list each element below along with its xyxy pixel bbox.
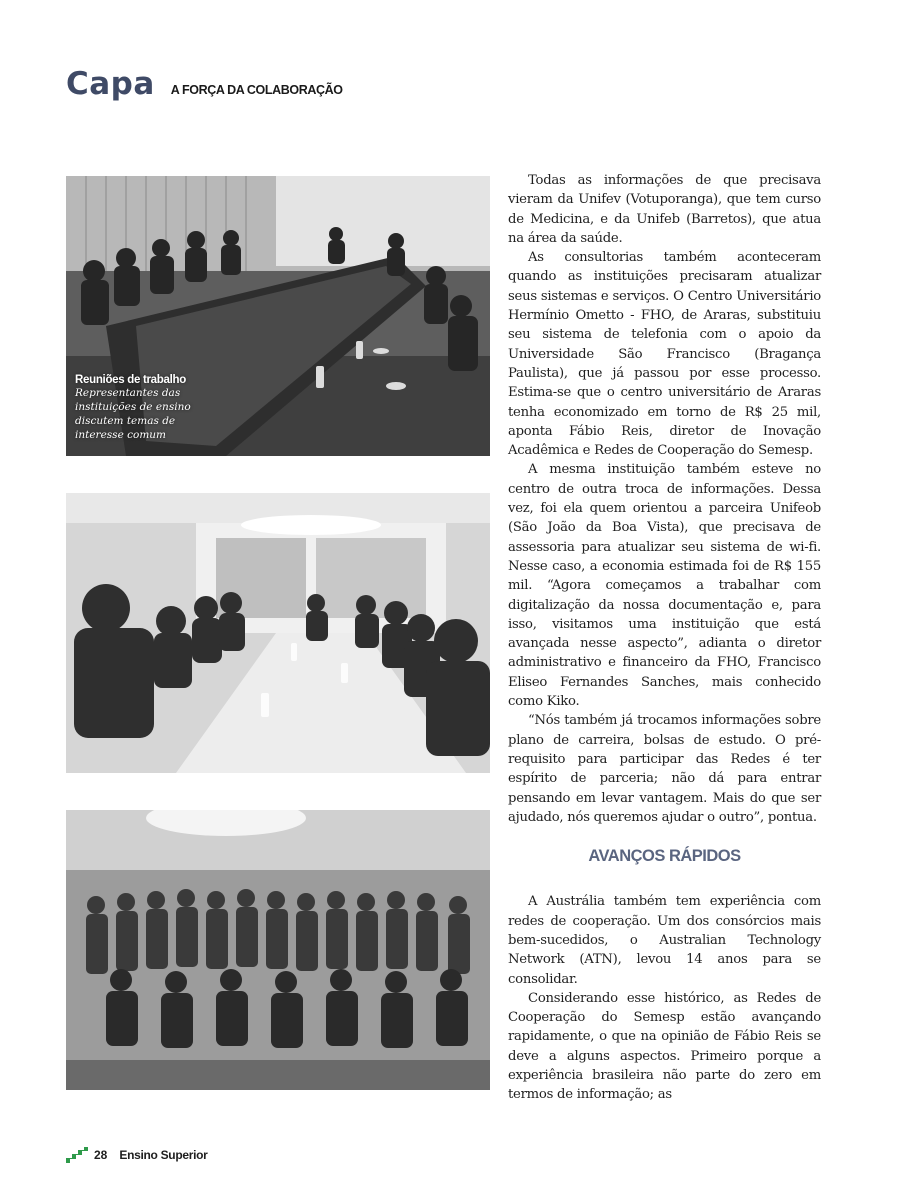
roundtable-illustration [66, 493, 490, 773]
magazine-name: Ensino Superior [119, 1148, 208, 1162]
page-footer [66, 1147, 208, 1163]
section-title: Capa [66, 66, 155, 102]
caption-text: Representantes das instituições de ensino discutem temas de interesse comum [75, 387, 191, 441]
paragraph: Todas as informações de que precisava vieram da Unifev (Votuporanga), que tem curso de Medicina, e da Unifeb (Barretos), que atua na área da saúde. [508, 173, 821, 246]
group-portrait-illustration [66, 810, 490, 1090]
meeting-room-photo [66, 176, 490, 456]
caption-title: Reuniões de trabalho [75, 374, 186, 386]
section-subtitle: A FORÇA DA COLABORAÇÃO [170, 83, 343, 97]
subheading: AVANÇOS RÁPIDOS [588, 847, 741, 866]
article-column [508, 171, 821, 1105]
page-header [66, 66, 343, 102]
paragraph: “Nós também já trocamos informações sobre plano de carreira, bolsas de estudo. O pré-requisito para participar das Redes é ter espírito de parceria; não dá para entrar pensando em levar vantagem. Mais do que ser ajudado, nós queremos ajudar o outro”, pontua. [508, 713, 821, 825]
photo-caption [75, 374, 215, 442]
stairs-logo-icon [66, 1147, 88, 1163]
paragraph: A Austrália também tem experiência com redes de cooperação. Um dos consórcios mais bem-sucedidos, o Australian Technology Network (ATN), levou 14 anos para se consolidar. [508, 894, 821, 987]
roundtable-photo [66, 493, 490, 773]
page-number: 28 [94, 1148, 108, 1162]
paragraph: A mesma instituição também esteve no centro de outra troca de informações. Dessa vez, foi ela quem orientou a parceira Unifeob (São João da Boa Vista), que precisava de assessoria para atualizar seu sistema de wi-fi. Nesse caso, a economia estimada foi de R$ 155 mil. “Agora começamos a trabalhar com digitalização da nossa documentação e, para isso, visitamos uma instituição que está avançada nesse aspecto”, adianta o diretor administrativo e financeiro da FHO, Francisco Eliseo Fernandes Sanches, mais conhecido como Kiko. [508, 462, 821, 710]
paragraph: As consultorias também aconteceram quando as instituições precisaram atualizar seus sistemas e serviços. O Centro Universitário Hermínio Ometto - FHO, de Araras, substituiu seu sistema de telefonia com o apoio da Universidade São Francisco (Bragança Paulista), que já passou por esse processo. Estima-se que o centro universitário de Araras tenha economizado em torno de R$ 25 mil, aponta Fábio Reis, diretor de Inovação Acadêmica e Redes de Cooperação do Semesp. [508, 250, 821, 459]
paragraph: Considerando esse histórico, as Redes de Cooperação do Semesp estão avançando rapidamente, o que na opinião de Fábio Reis se deve a alguns aspectos. Primeiro porque a experiência brasileira não parte do zero em termos de informação; as [508, 990, 821, 1103]
group-portrait-photo [66, 810, 490, 1090]
